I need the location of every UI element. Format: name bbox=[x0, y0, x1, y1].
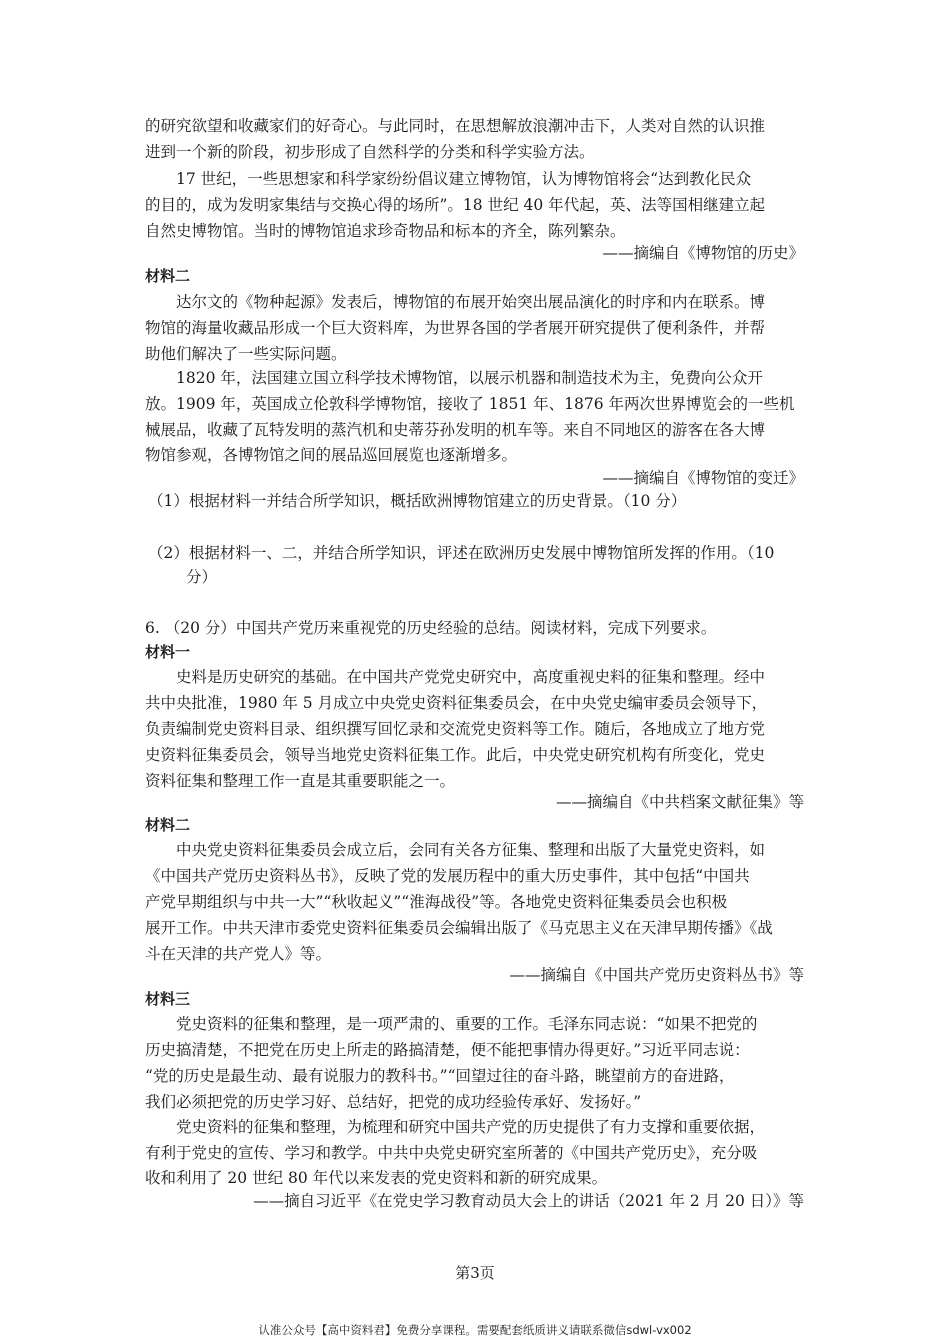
text-line: 械展品，收藏了瓦特发明的蒸汽机和史蒂芬孙发明的机车等。来自不同地区的游客在各大博 bbox=[145, 421, 766, 439]
text-line: 负责编制党史资料目录、组织撰写回忆录和交流党史资料等工作。随后，各地成立了地方党 bbox=[145, 720, 766, 738]
question-6-stem: 6. （20 分）中国共产党历来重视党的历史经验的总结。阅读材料，完成下列要求。 bbox=[145, 619, 717, 637]
text-line: 收和利用了 20 世纪 80 年代以来发表的党史资料和新的研究成果。 bbox=[145, 1169, 608, 1187]
material-label: 材料二 bbox=[145, 816, 191, 834]
text-line: 进到一个新的阶段，初步形成了自然科学的分类和科学实验方法。 bbox=[145, 143, 595, 161]
text-line: 党史资料的征集和整理，为梳理和研究中国共产党的历史提供了有力支撑和重要依据， bbox=[176, 1118, 766, 1136]
text-line: 资料征集和整理工作一直是其重要职能之一。 bbox=[145, 772, 456, 790]
text-line: 史资料征集委员会，领导当地党史资料征集工作。此后，中央党史研究机构有所变化，党史 bbox=[145, 746, 766, 764]
text-line: 展开工作。中共天津市委党史资料征集委员会编辑出版了《马克思主义在天津早期传播》《战 bbox=[145, 919, 773, 937]
text-line: 史料是历史研究的基础。在中国共产党党史研究中，高度重视史料的征集和整理。经中 bbox=[176, 668, 766, 686]
text-line: 有利于党史的宣传、学习和教学。中共中央党史研究室所著的《中国共产党历史》，充分吸 bbox=[145, 1144, 758, 1162]
source-citation: ——摘自习近平《在党史学习教育动员大会上的讲话（2021 年 2 月 20 日）》等 bbox=[253, 1192, 804, 1210]
text-line: 斗在天津的共产党人》等。 bbox=[145, 945, 332, 963]
text-line: 助他们解决了一些实际问题。 bbox=[145, 345, 347, 363]
text-line: 物馆参观，各博物馆之间的展品巡回展览也逐渐增多。 bbox=[145, 446, 518, 464]
question-2-cont: 分） bbox=[186, 568, 218, 586]
text-line: 产党早期组织与中共一大”“秋收起义”“淮海战役”等。各地党史资料征集委员会也积极 bbox=[145, 893, 728, 911]
source-citation: ——摘编自《中共档案文献征集》等 bbox=[555, 793, 804, 811]
footer-notice: 认准公众号【高中资料君】免费分享课程。需要配套纸质讲义请联系微信sdwl-vx002 bbox=[258, 1323, 692, 1337]
text-line: 物馆的海量收藏品形成一个巨大资料库，为世界各国的学者展开研究提供了便利条件，并帮 bbox=[145, 319, 766, 337]
text-line: 1820 年，法国建立国立科学技术博物馆，以展示机器和制造技术为主，免费向公众开 bbox=[176, 369, 763, 387]
text-line: 党史资料的征集和整理，是一项严肃的、重要的工作。毛泽东同志说：“如果不把党的 bbox=[176, 1015, 758, 1033]
source-citation: ——摘编自《博物馆的变迁》 bbox=[602, 469, 804, 487]
text-line: 放。1909 年，英国成立伦敦科学博物馆，接收了 1851 年、1876 年两次世界博览会的一些机 bbox=[145, 395, 795, 413]
text-line: 的研究欲望和收藏家们的好奇心。与此同时，在思想解放浪潮冲击下，人类对自然的认识推 bbox=[145, 117, 766, 135]
text-line: 自然史博物馆。当时的博物馆追求珍奇物品和标本的齐全，陈列繁杂。 bbox=[145, 222, 626, 240]
text-line: “党的历史是最生动、最有说服力的教科书。”“回望过往的奋斗路，眺望前方的奋进路， bbox=[145, 1067, 735, 1085]
source-citation: ——摘编自《博物馆的历史》 bbox=[602, 244, 804, 262]
text-line: 我们必须把党的历史学习好、总结好，把党的成功经验传承好、发扬好。” bbox=[145, 1093, 642, 1111]
text-line: 《中国共产党历史资料丛书》，反映了党的发展历程中的重大历史事件，其中包括“中国共 bbox=[145, 867, 750, 885]
material-label: 材料一 bbox=[145, 643, 191, 661]
material-label: 材料三 bbox=[145, 990, 191, 1008]
question-2: （2）根据材料一、二，并结合所学知识，评述在欧洲历史发展中博物馆所发挥的作用。（10 bbox=[148, 544, 775, 562]
page-number: 第3页 bbox=[455, 1264, 495, 1282]
source-citation: ——摘编自《中国共产党历史资料丛书》等 bbox=[509, 966, 804, 984]
material-label: 材料二 bbox=[145, 267, 191, 285]
text-line: 中央党史资料征集委员会成立后，会同有关各方征集、整理和出版了大量党史资料，如 bbox=[176, 841, 766, 859]
text-line: 共中央批准，1980 年 5 月成立中央党史资料征集委员会，在中央党史编审委员会领导下， bbox=[145, 694, 768, 712]
text-line: 达尔文的《物种起源》发表后，博物馆的布展开始突出展品演化的时序和内在联系。博 bbox=[176, 293, 766, 311]
text-line: 的目的，成为发明家集结与交换心得的场所”。18 世纪 40 年代起，英、法等国相继建立起 bbox=[145, 196, 766, 214]
text-line: 17 世纪，一些思想家和科学家纷纷倡议建立博物馆，认为博物馆将会“达到教化民众 bbox=[176, 170, 752, 188]
text-line: 历史搞清楚，不把党在历史上所走的路搞清楚，便不能把事情办得更好。”习近平同志说： bbox=[145, 1041, 750, 1059]
question-1: （1）根据材料一并结合所学知识，概括欧洲博物馆建立的历史背景。（10 分） bbox=[148, 492, 687, 510]
